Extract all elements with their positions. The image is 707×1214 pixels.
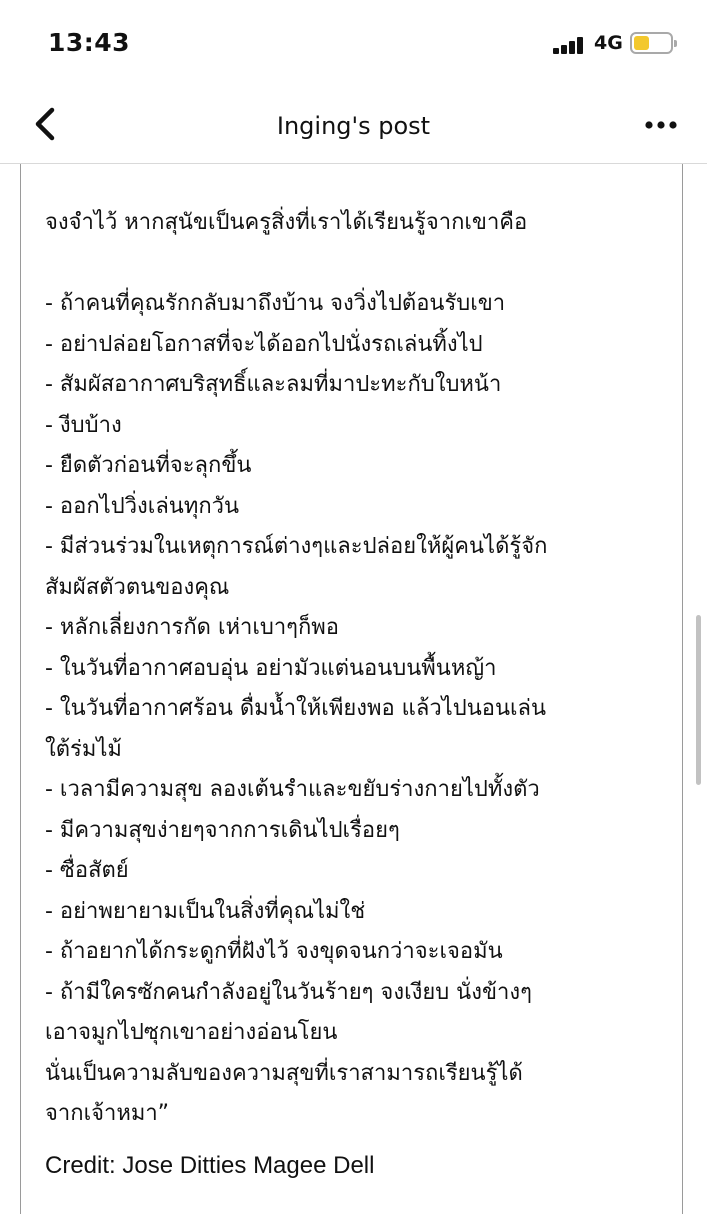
post-line: - หลักเลี่ยงการกัด เห่าเบาๆก็พอ (45, 615, 340, 640)
status-bar (0, 0, 707, 88)
nav-bar (0, 88, 707, 164)
post-line: จงจำไว้ หากสุนัขเป็นครูสิ่งที่เราได้เรียนรู้จากเขาคือ (45, 210, 528, 235)
post-line: จากเจ้าหมา” (45, 1101, 170, 1126)
post-line (45, 244, 675, 285)
post-line: - ถ้าอยากได้กระดูกที่ฝังไว้ จงขุดจนกว่าจะเจอมัน (45, 939, 503, 964)
post-line: - ยืดตัวก่อนที่จะลุกขึ้น (45, 453, 252, 478)
post-line: - สัมผัสอากาศบริสุทธิ์และลมที่มาปะทะกับใบหน้า (45, 372, 502, 397)
more-options-button[interactable] (640, 110, 690, 140)
more-horizontal-icon (640, 110, 690, 140)
post-line: - ถ้าคนที่คุณรักกลับมาถึงบ้าน จงวิ่งไปต้อนรับเขา (45, 291, 506, 316)
post-line: - ซื่อสัตย์ (45, 858, 129, 883)
status-time: 13:43 (48, 28, 131, 57)
post-body (45, 203, 675, 1175)
post-line: - ถ้ามีใครซักคนกำลังอยู่ในวันร้ายๆ จงเงียบ นั่งข้างๆ (45, 979, 532, 1005)
post-line: - ในวันที่อากาศอบอุ่น อย่ามัวแต่นอนบนพื้นหญ้า (45, 655, 497, 681)
post-line: - ออกไปวิ่งเล่นทุกวัน (45, 493, 240, 519)
post-line: - อย่าปล่อยโอกาสที่จะได้ออกไปนั่งรถเล่นทิ้งไป (45, 331, 483, 357)
page-title: Inging's post (276, 112, 431, 140)
post-line: สัมผัสตัวตนของคุณ (45, 574, 230, 600)
post-line: - มีส่วนร่วมในเหตุการณ์ต่างๆและปล่อยให้ผู้คนได้รู้จัก (45, 534, 548, 559)
signal-strength-icon (553, 36, 587, 54)
post-line: - ในวันที่อากาศร้อน ดื่มน้ำให้เพียงพอ แล้วไปนอนเล่น (45, 696, 547, 721)
post-line: - งีบบ้าง (45, 412, 122, 438)
scrollbar[interactable] (696, 615, 701, 785)
post-line: - อย่าพยายามเป็นในสิ่งที่คุณไม่ใช่ (45, 898, 366, 924)
post-line: - มีความสุขง่ายๆจากการเดินไปเรื่อยๆ (45, 817, 400, 843)
post-line: ใต้ร่มไม้ (45, 736, 122, 762)
post-line: เอาจมูกไปซุกเขาอย่างอ่อนโยน (45, 1020, 338, 1045)
post-line: - เวลามีความสุข ลองเต้นรำและขยับร่างกายไปทั้งตัว (45, 777, 540, 802)
network-type: 4G (594, 32, 623, 54)
battery-icon (630, 32, 673, 54)
battery-level (634, 36, 649, 50)
post-line: นั่นเป็นความลับของความสุขที่เราสามารถเรียนรู้ได้ (45, 1060, 523, 1086)
post-credit: Credit: Jose Ditties Magee Dell (45, 1152, 375, 1179)
